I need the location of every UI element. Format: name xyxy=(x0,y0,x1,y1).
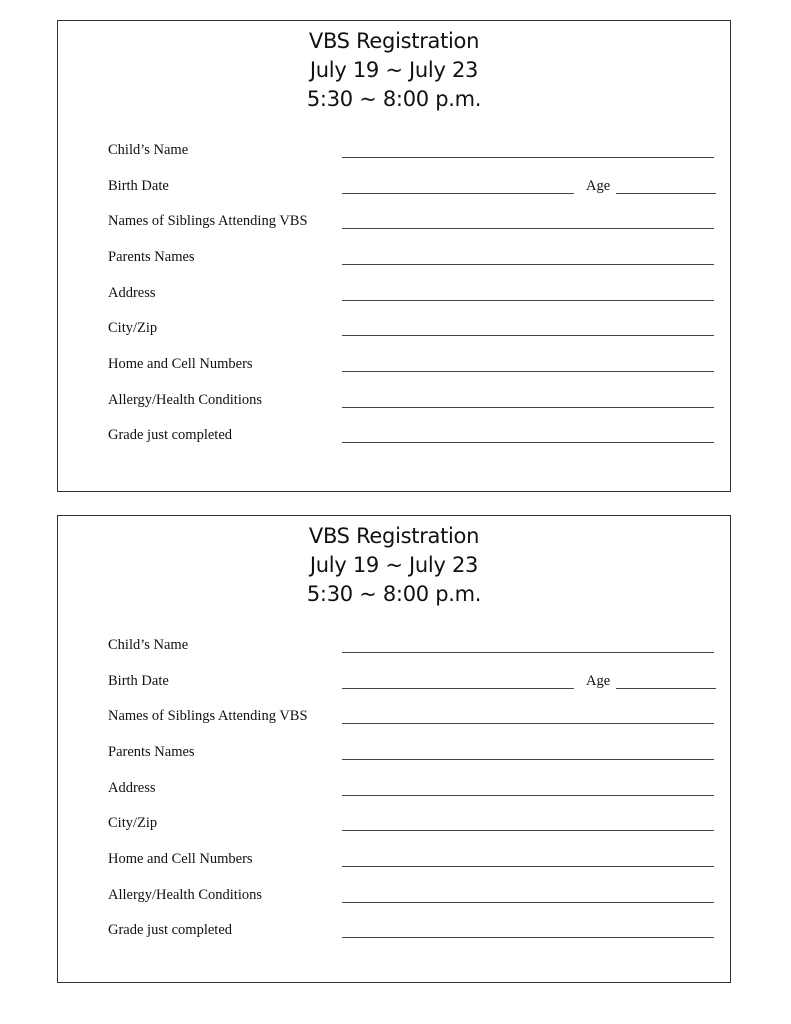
field-row-grade-just-completed xyxy=(58,427,730,451)
field-label-parents-names: Parents Names xyxy=(108,249,195,265)
field-label-allergy-health-conditions: Allergy/Health Conditions xyxy=(108,392,262,408)
field-line-city-zip[interactable] xyxy=(342,830,714,831)
field-label-grade-just-completed: Grade just completed xyxy=(108,922,233,938)
field-row-parents-names xyxy=(58,249,730,273)
field-line-address[interactable] xyxy=(342,300,714,301)
field-label-allergy-health-conditions: Allergy/Health Conditions xyxy=(108,887,262,903)
field-row-home-and-cell-numbers xyxy=(58,851,730,875)
field-line-child-s-name[interactable] xyxy=(342,652,714,653)
field-row-address xyxy=(58,285,730,309)
field-line-age[interactable] xyxy=(616,688,716,689)
field-line-birth-date[interactable] xyxy=(342,688,574,689)
field-line-names-of-siblings-attending-vbs[interactable] xyxy=(342,228,714,229)
field-row-address xyxy=(58,780,730,804)
form-header xyxy=(58,522,730,609)
field-label-address: Address xyxy=(108,780,156,796)
field-label-city-zip: City/Zip xyxy=(108,815,158,831)
field-label-names-of-siblings-attending-vbs: Names of Siblings Attending VBS xyxy=(108,708,308,724)
field-line-age[interactable] xyxy=(616,193,716,194)
field-line-allergy-health-conditions[interactable] xyxy=(342,902,714,903)
field-label-parents-names: Parents Names xyxy=(108,744,195,760)
field-label-child-s-name: Child’s Name xyxy=(108,637,189,653)
field-label-home-and-cell-numbers: Home and Cell Numbers xyxy=(108,851,253,867)
field-label-grade-just-completed: Grade just completed xyxy=(108,427,233,443)
field-row-allergy-health-conditions xyxy=(58,392,730,416)
field-line-address[interactable] xyxy=(342,795,714,796)
field-line-city-zip[interactable] xyxy=(342,335,714,336)
field-label-child-s-name: Child’s Name xyxy=(108,142,189,158)
form-title: VBS Registration xyxy=(308,524,480,548)
field-row-birth-date xyxy=(58,673,730,697)
field-line-home-and-cell-numbers[interactable] xyxy=(342,371,714,372)
form-header xyxy=(58,27,730,114)
field-row-city-zip xyxy=(58,815,730,839)
field-row-city-zip xyxy=(58,320,730,344)
form-dates: July 19 ~ July 23 xyxy=(309,553,479,577)
field-row-home-and-cell-numbers xyxy=(58,356,730,380)
field-line-parents-names[interactable] xyxy=(342,264,714,265)
field-row-names-of-siblings-attending-vbs xyxy=(58,213,730,237)
registration-form-1 xyxy=(57,20,731,492)
field-line-birth-date[interactable] xyxy=(342,193,574,194)
field-row-names-of-siblings-attending-vbs xyxy=(58,708,730,732)
field-line-home-and-cell-numbers[interactable] xyxy=(342,866,714,867)
field-label-home-and-cell-numbers: Home and Cell Numbers xyxy=(108,356,253,372)
field-row-birth-date xyxy=(58,178,730,202)
field-line-grade-just-completed[interactable] xyxy=(342,937,714,938)
field-label-birth-date: Birth Date xyxy=(108,673,169,689)
field-line-grade-just-completed[interactable] xyxy=(342,442,714,443)
field-row-parents-names xyxy=(58,744,730,768)
field-label-address: Address xyxy=(108,285,156,301)
field-label-city-zip: City/Zip xyxy=(108,320,158,336)
field-row-child-s-name xyxy=(58,142,730,166)
field-row-child-s-name xyxy=(58,637,730,661)
field-label-names-of-siblings-attending-vbs: Names of Siblings Attending VBS xyxy=(108,213,308,229)
form-time: 5:30 ~ 8:00 p.m. xyxy=(306,87,482,111)
field-label-birth-date: Birth Date xyxy=(108,178,169,194)
field-line-allergy-health-conditions[interactable] xyxy=(342,407,714,408)
field-line-parents-names[interactable] xyxy=(342,759,714,760)
form-title: VBS Registration xyxy=(308,29,480,53)
field-label-age: Age xyxy=(586,673,611,689)
field-row-allergy-health-conditions xyxy=(58,887,730,911)
field-label-age: Age xyxy=(586,178,611,194)
field-line-child-s-name[interactable] xyxy=(342,157,714,158)
form-time: 5:30 ~ 8:00 p.m. xyxy=(306,582,482,606)
form-dates: July 19 ~ July 23 xyxy=(309,58,479,82)
field-row-grade-just-completed xyxy=(58,922,730,946)
field-line-names-of-siblings-attending-vbs[interactable] xyxy=(342,723,714,724)
registration-form-2 xyxy=(57,515,731,983)
